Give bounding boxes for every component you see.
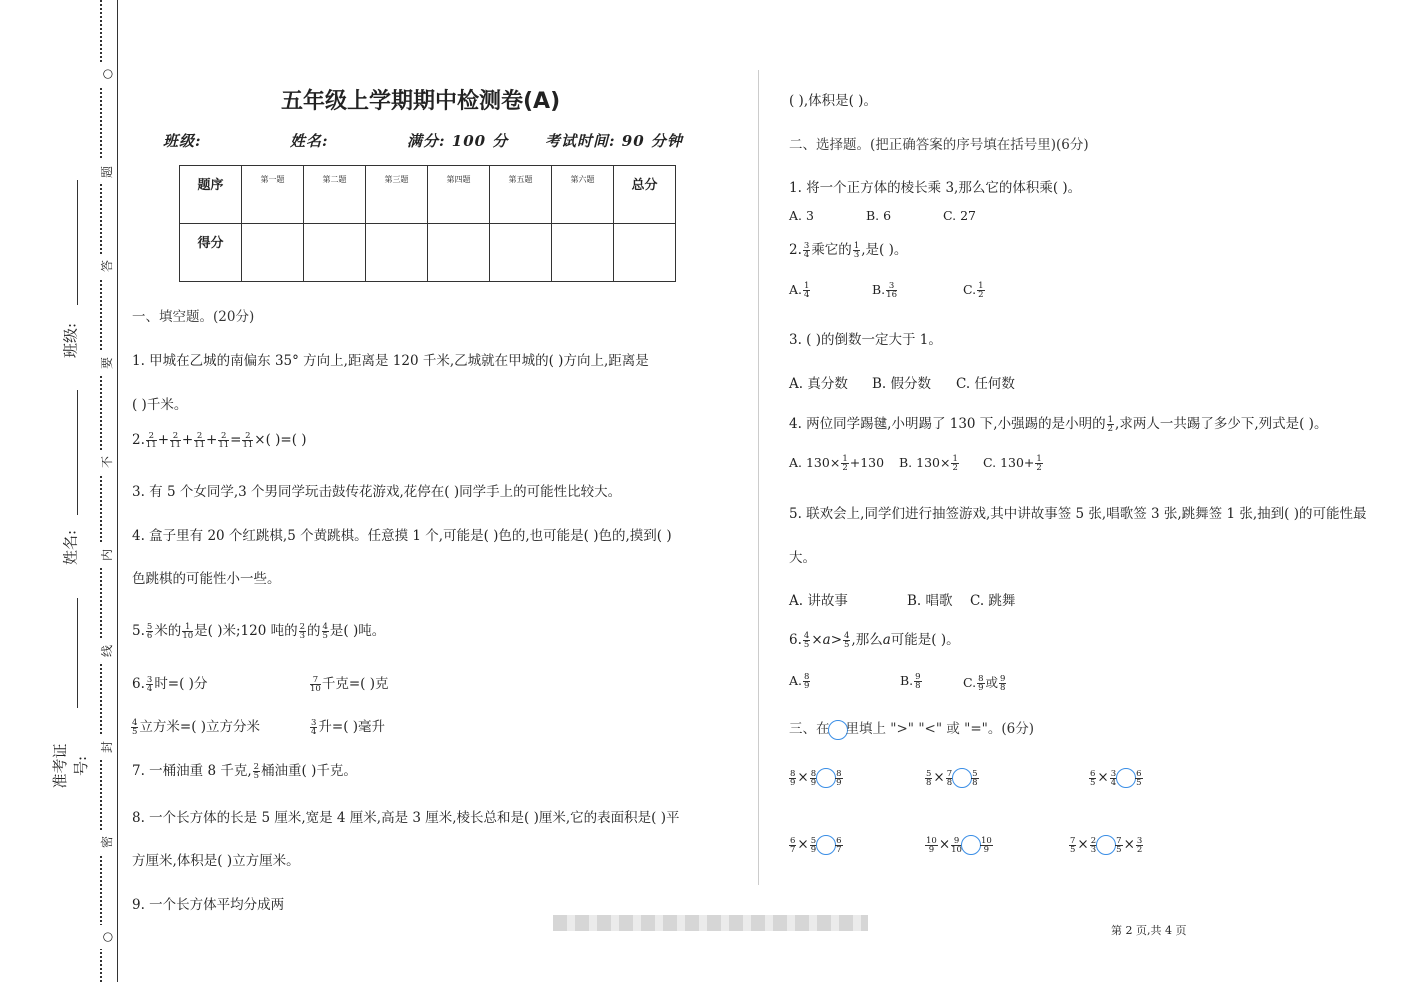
section-heading-3: 三、在 里填上 ">" "<" 或 "="。(6分) [789, 717, 1034, 740]
fraction: $\frac{2}{11}$ [145, 431, 157, 450]
name-label: 姓名: [61, 529, 80, 566]
fraction: $\frac{4}{5}$ [322, 622, 328, 641]
answer-circle[interactable] [961, 835, 981, 855]
comparison-circle-icon [828, 720, 848, 740]
score-table [179, 165, 676, 282]
class-field[interactable] [77, 180, 78, 305]
fraction: $\frac{2}{11}$ [242, 431, 254, 450]
seal-char: 密 [100, 830, 114, 854]
table-header-cell: 题序 [180, 166, 242, 224]
score-cell[interactable] [304, 224, 366, 282]
option: A. 130× $\frac{1}{2}$ +130 [789, 454, 885, 473]
fraction: $\frac{3}{4}$ [803, 241, 810, 260]
option: A. $\frac{8}{9}$ [789, 672, 810, 691]
fraction: $\frac{2}{11}$ [194, 431, 205, 450]
fraction: $\frac{4}{5}$ [844, 631, 850, 650]
question-2-choice: 2. $\frac{3}{4}$ 乘它的 $\frac{1}{3}$ ,是( )。 [789, 241, 908, 260]
question-6a-right: $\frac{7}{10}$ 千克=( )克 [310, 675, 389, 694]
exam-time: 考试时间: 90 分钟 [545, 132, 683, 150]
option: C. $\frac{8}{9}$ 或 $\frac{9}{8}$ [963, 674, 1006, 693]
compare-item: $\frac{6}{5}$ × $\frac{3}{4}$ $\frac{6}{5}$ [1090, 768, 1142, 788]
question-6-choice: 6. $\frac{4}{5}$ ×a> $\frac{4}{5}$ ,那么a可能是( )。 [789, 631, 960, 650]
option: C. 27 [943, 208, 976, 223]
option: C. 跳舞 [970, 593, 1016, 609]
name-info: 姓名: [290, 132, 329, 150]
class-info: 班级: [163, 132, 202, 150]
seal-char: 要 [100, 351, 114, 375]
answer-circle[interactable] [816, 768, 836, 788]
question-text: 3. ( )的倒数一定大于 1。 [789, 332, 942, 348]
seal-char: 线 [100, 639, 114, 663]
fraction: $\frac{2}{11}$ [170, 431, 181, 450]
fraction: $\frac{2}{5}$ [253, 762, 260, 781]
option: A. $\frac{1}{4}$ [789, 281, 810, 300]
question-6b-right: $\frac{3}{4}$ 升=( )毫升 [311, 718, 386, 737]
id-label: 准考证号: [51, 743, 90, 789]
option: C. $\frac{1}{2}$ [963, 281, 984, 300]
question-text: 9. 一个长方体平均分成两 [132, 897, 285, 913]
question-text: ( )千米。 [132, 397, 188, 413]
table-header-cell: 第二题 [304, 166, 366, 224]
question-text: 1. 甲城在乙城的南偏东 35° 方向上,距离是 120 千米,乙城就在甲城的( )方向上,距离是 [132, 353, 649, 369]
option: B. 假分数 [872, 376, 932, 392]
question-text: 8. 一个长方体的长是 5 厘米,宽是 4 厘米,高是 3 厘米,棱长总和是( )厘米,它的表面积是( )平 [132, 810, 680, 826]
fraction: $\frac{1}{10}$ [182, 622, 194, 641]
score-cell[interactable] [614, 224, 676, 282]
fraction: $\frac{3}{4}$ [146, 675, 153, 694]
fraction: $\frac{2}{11}$ [218, 431, 230, 450]
score-cell[interactable] [490, 224, 552, 282]
compare-item: $\frac{5}{8}$ × $\frac{7}{8}$ $\frac{5}{8}$ [926, 768, 978, 788]
question-number: 2. [132, 432, 145, 448]
fraction: $\frac{5}{6}$ [146, 622, 153, 641]
table-header-cell: 第六题 [552, 166, 614, 224]
seal-char: ○ [100, 925, 114, 949]
question-tail: ×( )=( ) [254, 432, 307, 448]
table-row-label: 得分 [180, 224, 242, 282]
answer-circle[interactable] [1096, 835, 1116, 855]
question-text: 大。 [789, 550, 816, 566]
question-2: 2. $\frac{2}{11}$ + $\frac{2}{11}$ + $\frac{2}{11}$ + $\frac{2}{11}$ = $\frac{2}{11}$ ×( )=( ) [132, 431, 307, 450]
option: B. 唱歌 [907, 593, 953, 609]
name-field[interactable] [77, 390, 78, 515]
fraction: $\frac{4}{5}$ [132, 718, 138, 737]
option: A. 3 [789, 208, 814, 223]
table-header-cell: 总分 [614, 166, 676, 224]
compare-item: $\frac{6}{7}$ × $\frac{5}{9}$ $\frac{6}{7}$ [790, 835, 842, 855]
id-field[interactable] [77, 598, 78, 708]
question-6a: 6. $\frac{3}{4}$ 时=( )分 [132, 675, 208, 694]
question-text: 3. 有 5 个女同学,3 个男同学玩击鼓传花游戏,花停在( )同学手上的可能性比较大。 [132, 484, 622, 500]
seal-char: ○ [100, 62, 114, 86]
fraction: $\frac{7}{10}$ [310, 675, 321, 694]
question-5: 5. $\frac{5}{6}$ 米的 $\frac{1}{10}$ 是( )米;120 吨的 $\frac{2}{3}$ 的 $\frac{4}{5}$ 是( )吨。 [132, 622, 386, 641]
section-heading: 二、选择题。(把正确答案的序号填在括号里)(6分) [789, 137, 1089, 153]
question-text: 4. 盒子里有 20 个红跳棋,5 个黄跳棋。任意摸 1 个,可能是( )色的,也可能是( )色的,摸到( ) [132, 528, 672, 544]
option: C. 130+ $\frac{1}{2}$ [983, 454, 1042, 473]
fraction: $\frac{1}{2}$ [1107, 415, 1114, 434]
seal-char: 题 [100, 160, 114, 184]
table-header-cell: 第四题 [428, 166, 490, 224]
seal-char: 不 [100, 450, 114, 474]
full-score: 满分: 100 分 [407, 132, 509, 150]
compare-item: $\frac{7}{5}$ × $\frac{2}{3}$ $\frac{7}{5}$ × $\frac{3}{2}$ [1070, 835, 1143, 855]
seal-char: 内 [100, 543, 114, 567]
seal-char: 答 [100, 254, 114, 278]
option: B. $\frac{3}{16}$ [872, 281, 897, 300]
table-header-cell: 第五题 [490, 166, 552, 224]
fraction: $\frac{2}{3}$ [299, 622, 305, 641]
seal-column [95, 0, 119, 982]
fraction: $\frac{4}{5}$ [803, 631, 810, 650]
option: A. 真分数 [789, 376, 848, 392]
page-footer: 第 2 页,共 4 页 [1111, 924, 1187, 937]
question-text: ( ),体积是( )。 [789, 93, 877, 109]
answer-circle[interactable] [1116, 768, 1136, 788]
blurred-watermark [553, 915, 868, 931]
score-cell[interactable] [428, 224, 490, 282]
question-6b: $\frac{4}{5}$ 立方米=( )立方分米 [132, 718, 261, 737]
score-cell[interactable] [366, 224, 428, 282]
answer-circle[interactable] [952, 768, 972, 788]
question-text: 5. 联欢会上,同学们进行抽签游戏,其中讲故事签 5 张,唱歌签 3 张,跳舞签 1 张,抽到( )的可能性最 [789, 506, 1367, 522]
table-header-cell: 第一题 [242, 166, 304, 224]
question-7: 7. 一桶油重 8 千克, $\frac{2}{5}$ 桶油重( )千克。 [132, 762, 357, 781]
option: C. 任何数 [956, 376, 1015, 392]
page-title: 五年级上学期期中检测卷(A) [281, 89, 561, 114]
column-divider [758, 70, 759, 885]
compare-item: $\frac{10}{9}$ × $\frac{9}{10}$ $\frac{10}{9}$ [926, 835, 992, 855]
question-text: 方厘米,体积是( )立方厘米。 [132, 853, 300, 869]
seal-char: 封 [100, 735, 114, 759]
compare-item: $\frac{8}{9}$ × $\frac{8}{9}$ $\frac{8}{9}$ [790, 768, 842, 788]
question-text: 色跳棋的可能性小一些。 [132, 571, 281, 587]
score-cell[interactable] [552, 224, 614, 282]
class-label: 班级: [61, 322, 80, 359]
section-heading: 一、填空题。(20分) [132, 309, 255, 325]
question-text: 1. 将一个正方体的棱长乘 3,那么它的体积乘( )。 [789, 180, 1082, 196]
option: B. $\frac{9}{8}$ [900, 672, 921, 691]
fraction: $\frac{1}{3}$ [853, 241, 860, 260]
option: A. 讲故事 [789, 593, 848, 609]
table-header-cell: 第三题 [366, 166, 428, 224]
score-cell[interactable] [242, 224, 304, 282]
option: B. 130× $\frac{1}{2}$ [899, 454, 958, 473]
option: B. 6 [866, 208, 892, 223]
answer-circle[interactable] [816, 835, 836, 855]
fraction: $\frac{3}{4}$ [311, 718, 317, 737]
question-4-choice: 4. 两位同学踢毽,小明踢了 130 下,小强踢的是小明的 $\frac{1}{2}$ ,求两人一共踢了多少下,列式是( )。 [789, 415, 1328, 434]
